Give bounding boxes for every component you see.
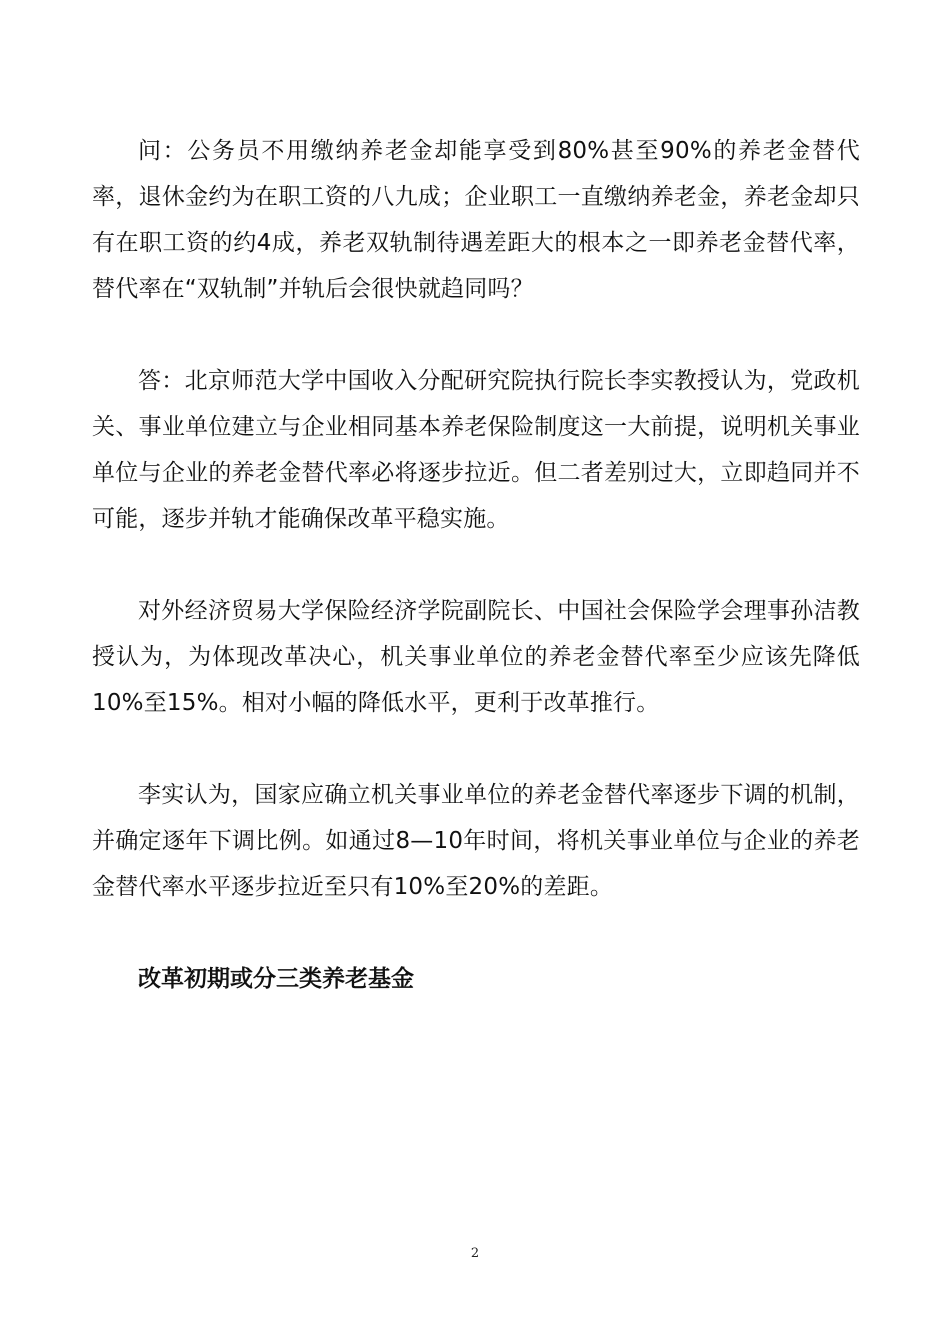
paragraph-sun-jie-opinion: 对外经济贸易大学保险经济学院副院长、中国社会保险学会理事孙洁教授认为，为体现改革决心，机关事业单位的养老金替代率至少应该先降低10%至15%。相对小幅的降低水平，更利于改革推行。 [92,598,860,716]
section-heading: 改革初期或分三类养老基金 [138,966,414,992]
paragraph-spacer [92,312,860,358]
paragraph-spacer [92,542,860,588]
paragraph-answer: 答：北京师范大学中国收入分配研究院执行院长李实教授认为，党政机关、事业单位建立与企业相同基本养老保险制度这一大前提，说明机关事业单位与企业的养老金替代率必将逐步拉近。但二者差别过大，立即趋同并不可能，逐步并轨才能确保改革平稳实施。 [92,368,860,532]
paragraph-spacer [92,910,860,956]
paragraph-spacer [92,726,860,772]
document-body [92,128,860,1002]
page-number: 2 [470,1246,480,1261]
paragraph-li-shi-opinion: 李实认为，国家应确立机关事业单位的养老金替代率逐步下调的机制，并确定逐年下调比例。如通过8—10年时间，将机关事业单位与企业的养老金替代率水平逐步拉近至只有10%至20%的差距。 [92,782,860,900]
paragraph-question: 问：公务员不用缴纳养老金却能享受到80%甚至90%的养老金替代率，退休金约为在职工资的八九成；企业职工一直缴纳养老金，养老金却只有在职工资的约4成，养老双轨制待遇差距大的根本之一即养老金替代率，替代率在“双轨制”并轨后会很快就趋同吗？ [92,138,860,302]
